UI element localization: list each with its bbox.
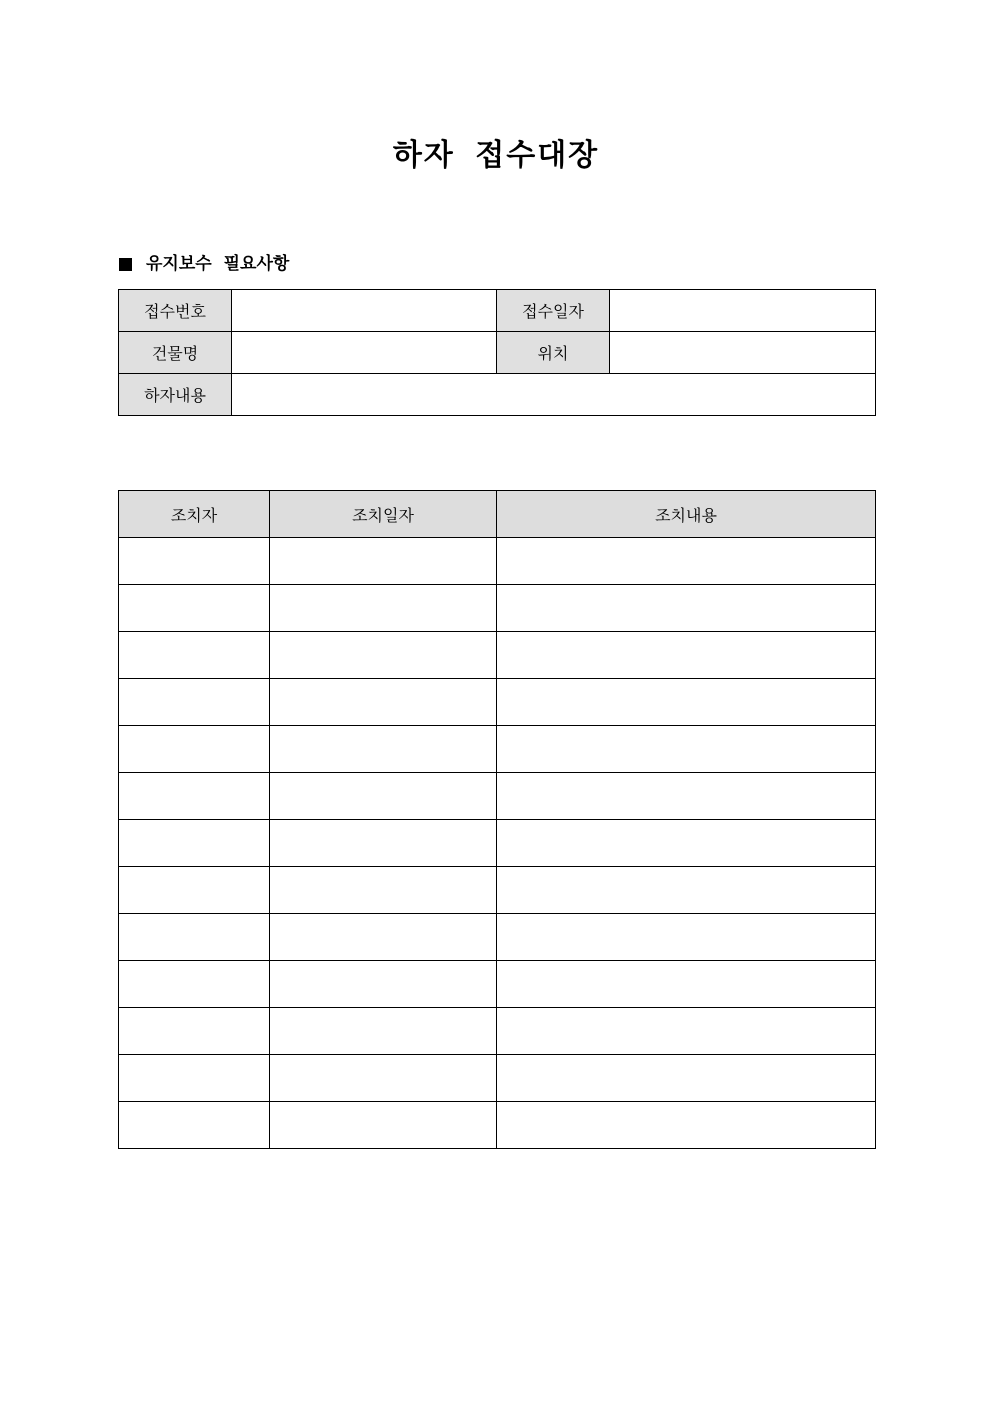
table-row bbox=[119, 290, 876, 332]
handler-cell[interactable] bbox=[119, 914, 270, 961]
action-content-cell[interactable] bbox=[497, 961, 876, 1008]
handler-cell[interactable] bbox=[119, 820, 270, 867]
defect-content-label: 하자내용 bbox=[119, 374, 232, 416]
action-content-cell[interactable] bbox=[497, 914, 876, 961]
action-content-cell[interactable] bbox=[497, 538, 876, 585]
action-content-cell[interactable] bbox=[497, 820, 876, 867]
action-content-cell[interactable] bbox=[497, 632, 876, 679]
action-content-cell[interactable] bbox=[497, 773, 876, 820]
location-field[interactable] bbox=[610, 332, 876, 374]
handler-cell[interactable] bbox=[119, 867, 270, 914]
maintenance-info-table bbox=[118, 289, 876, 416]
table-row bbox=[119, 585, 876, 632]
action-date-cell[interactable] bbox=[270, 632, 497, 679]
table-row bbox=[119, 332, 876, 374]
action-date-cell[interactable] bbox=[270, 961, 497, 1008]
table-row bbox=[119, 632, 876, 679]
handler-cell[interactable] bbox=[119, 585, 270, 632]
table-row bbox=[119, 1008, 876, 1055]
handler-cell[interactable] bbox=[119, 773, 270, 820]
action-content-cell[interactable] bbox=[497, 1008, 876, 1055]
table-row bbox=[119, 961, 876, 1008]
action-date-cell[interactable] bbox=[270, 1055, 497, 1102]
action-date-cell[interactable] bbox=[270, 914, 497, 961]
action-date-cell[interactable] bbox=[270, 867, 497, 914]
action-content-cell[interactable] bbox=[497, 867, 876, 914]
action-date-cell[interactable] bbox=[270, 585, 497, 632]
handler-cell[interactable] bbox=[119, 726, 270, 773]
column-header-action-content: 조치내용 bbox=[497, 491, 876, 538]
table-row bbox=[119, 820, 876, 867]
table-row bbox=[119, 1055, 876, 1102]
building-name-label: 건물명 bbox=[119, 332, 232, 374]
handler-cell[interactable] bbox=[119, 961, 270, 1008]
action-date-cell[interactable] bbox=[270, 773, 497, 820]
table-row bbox=[119, 867, 876, 914]
action-date-cell[interactable] bbox=[270, 1008, 497, 1055]
black-square-icon bbox=[119, 258, 132, 271]
table-row bbox=[119, 679, 876, 726]
action-date-cell[interactable] bbox=[270, 820, 497, 867]
action-content-cell[interactable] bbox=[497, 1102, 876, 1149]
defect-content-field[interactable] bbox=[232, 374, 876, 416]
handler-cell[interactable] bbox=[119, 1008, 270, 1055]
column-header-action-date: 조치일자 bbox=[270, 491, 497, 538]
building-name-field[interactable] bbox=[232, 332, 497, 374]
handler-cell[interactable] bbox=[119, 1055, 270, 1102]
table-row bbox=[119, 374, 876, 416]
table-row bbox=[119, 1102, 876, 1149]
handler-cell[interactable] bbox=[119, 538, 270, 585]
section-heading bbox=[119, 252, 289, 276]
action-content-cell[interactable] bbox=[497, 726, 876, 773]
action-date-cell[interactable] bbox=[270, 726, 497, 773]
page-title: 하자 접수대장 bbox=[392, 138, 600, 173]
action-date-cell[interactable] bbox=[270, 538, 497, 585]
table-header-row bbox=[119, 491, 876, 538]
section-heading-text: 유지보수 필요사항 bbox=[146, 254, 290, 274]
action-date-cell[interactable] bbox=[270, 1102, 497, 1149]
action-content-cell[interactable] bbox=[497, 1055, 876, 1102]
handler-cell[interactable] bbox=[119, 679, 270, 726]
action-date-cell[interactable] bbox=[270, 679, 497, 726]
table-row bbox=[119, 538, 876, 585]
action-log-table bbox=[118, 490, 876, 1149]
handler-cell[interactable] bbox=[119, 632, 270, 679]
receipt-date-label: 접수일자 bbox=[497, 290, 610, 332]
action-content-cell[interactable] bbox=[497, 585, 876, 632]
receipt-date-field[interactable] bbox=[610, 290, 876, 332]
receipt-number-field[interactable] bbox=[232, 290, 497, 332]
receipt-number-label: 접수번호 bbox=[119, 290, 232, 332]
table-row bbox=[119, 914, 876, 961]
column-header-handler: 조치자 bbox=[119, 491, 270, 538]
location-label: 위치 bbox=[497, 332, 610, 374]
handler-cell[interactable] bbox=[119, 1102, 270, 1149]
table-row bbox=[119, 773, 876, 820]
table-row bbox=[119, 726, 876, 773]
action-content-cell[interactable] bbox=[497, 679, 876, 726]
